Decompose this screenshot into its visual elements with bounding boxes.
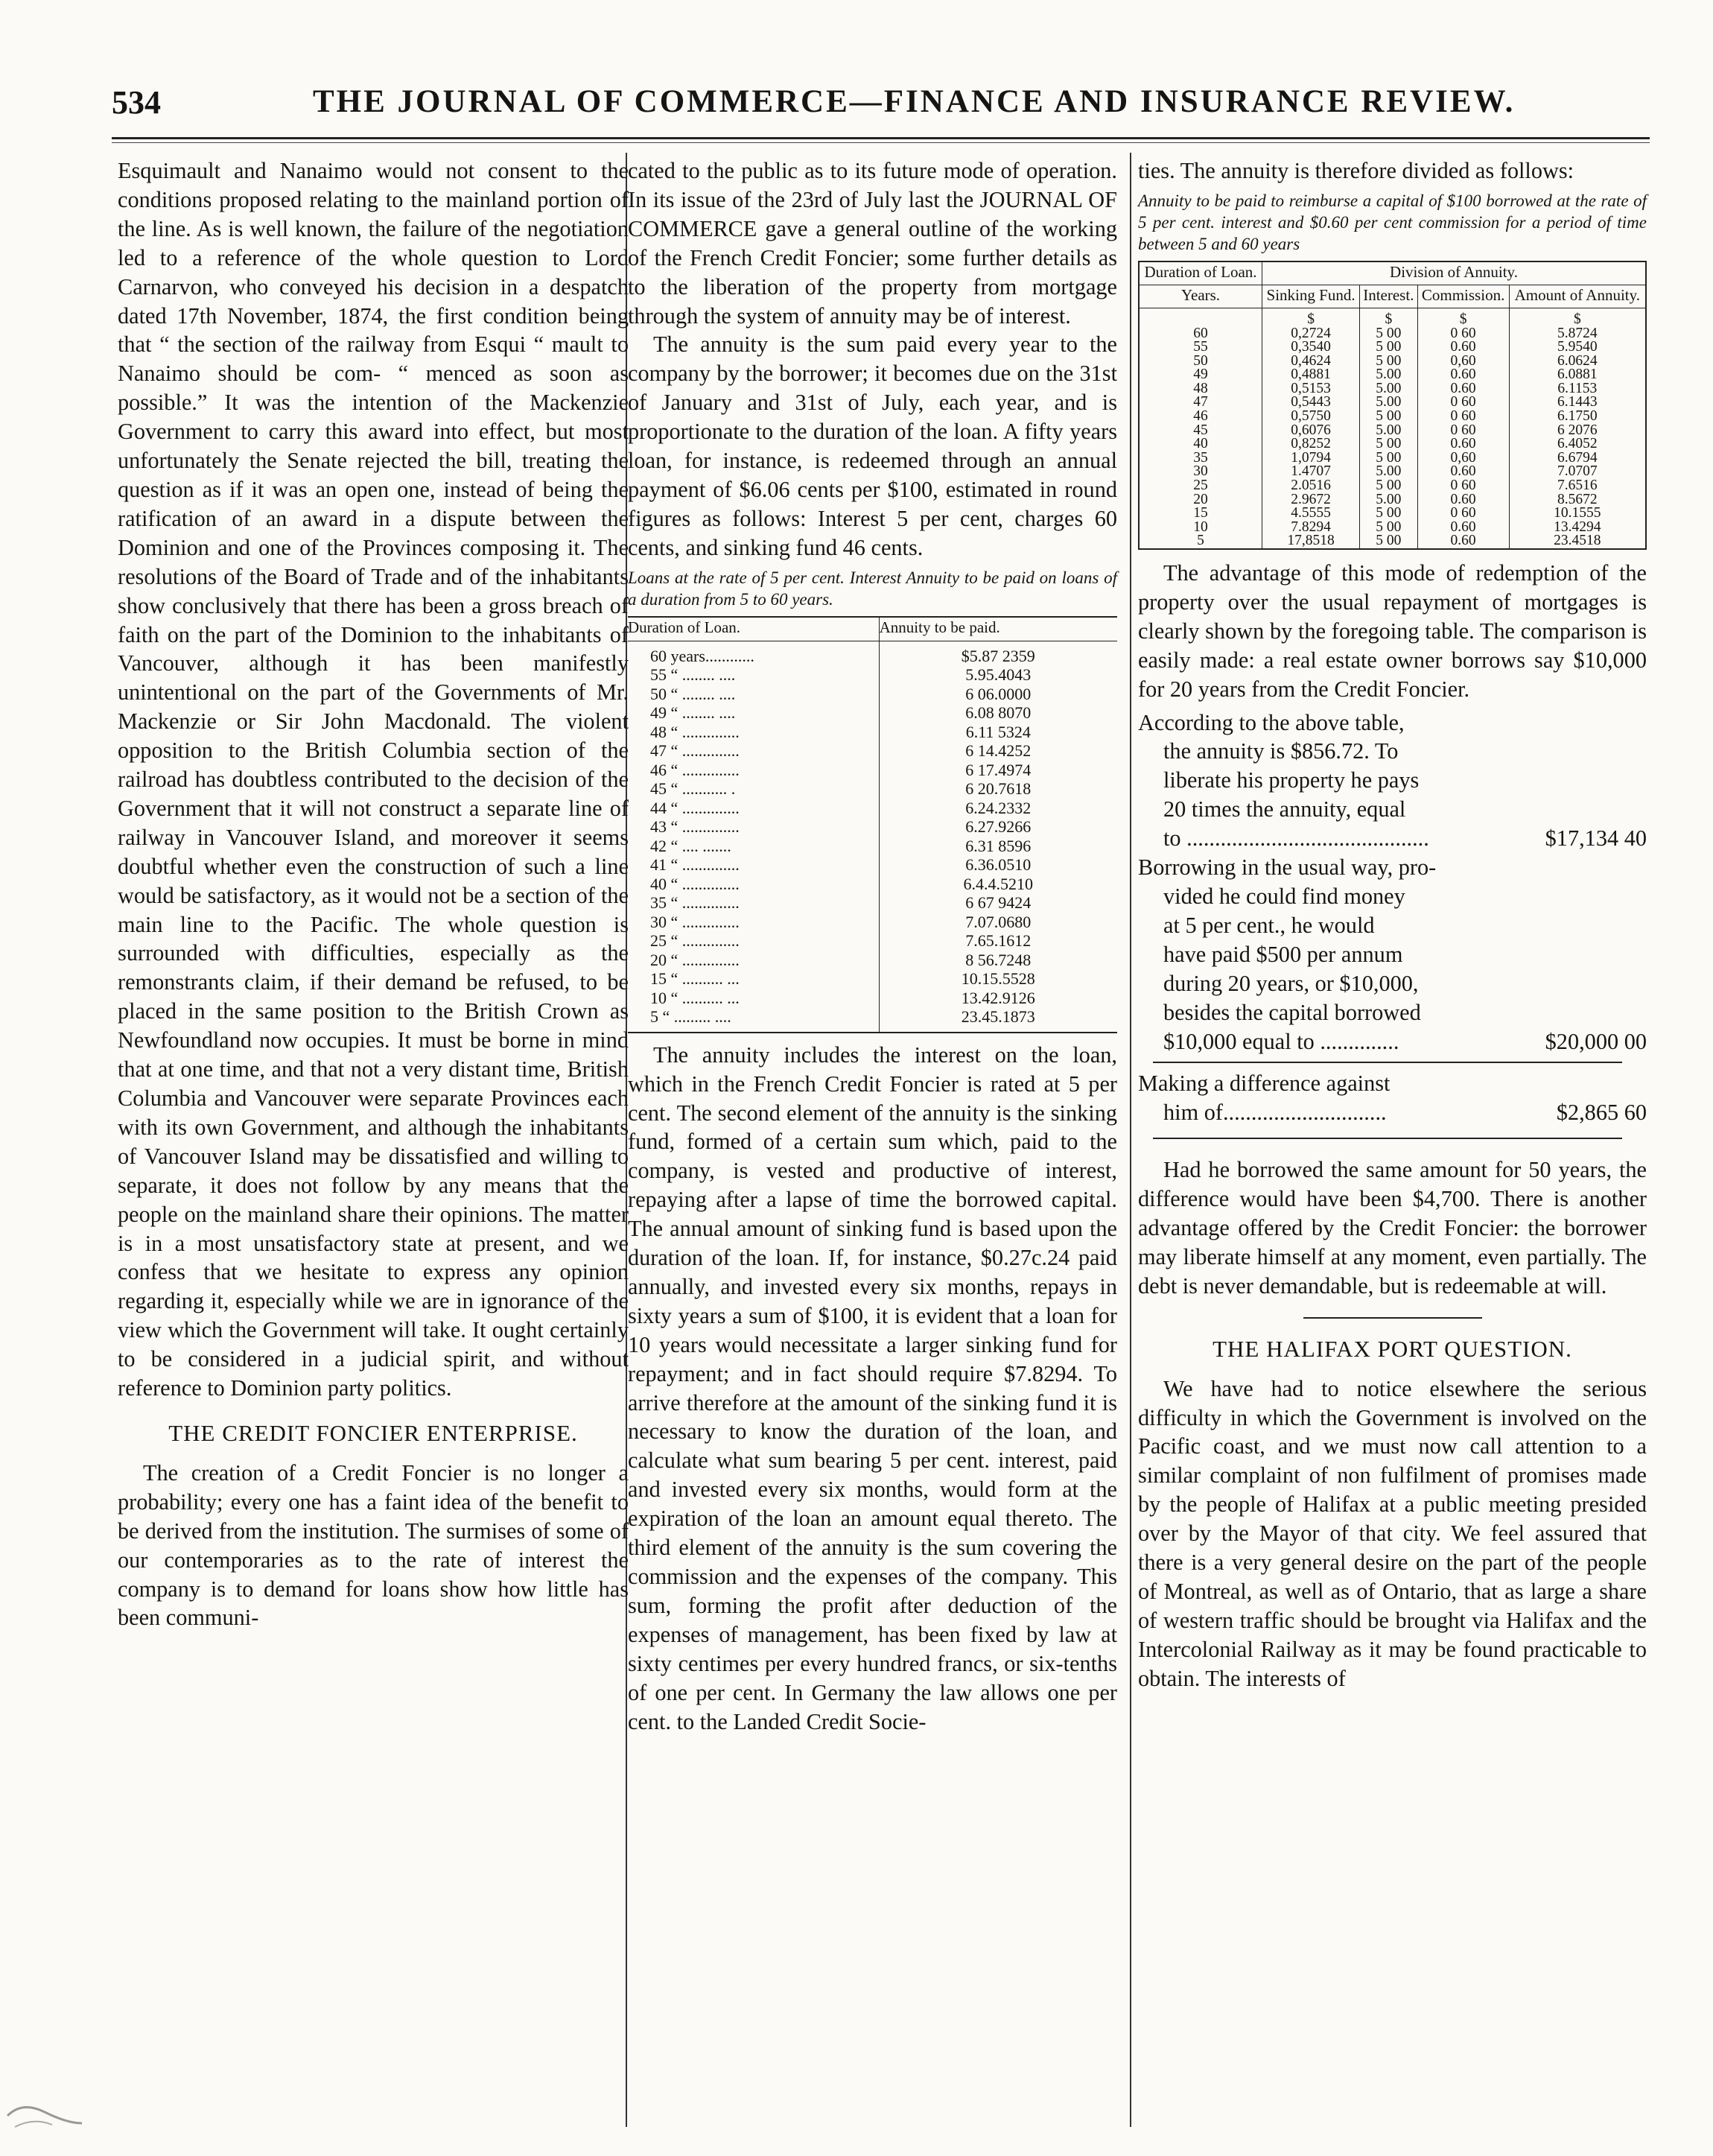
table-row bbox=[628, 875, 1117, 894]
annuity-table-body bbox=[628, 641, 1117, 1033]
commission-cell: 0.60 bbox=[1417, 465, 1509, 479]
sinking-fund-cell: 2.9672 bbox=[1262, 493, 1360, 507]
annuity-cell: 5.95.4043 bbox=[965, 665, 1032, 685]
interest-cell: 5 00 bbox=[1360, 507, 1417, 521]
years-cell: 20 bbox=[1139, 493, 1262, 507]
interest-cell: 5 00 bbox=[1360, 479, 1417, 493]
interest-cell: 5.00 bbox=[1360, 424, 1417, 438]
article-paragraph: Had he borrowed the same amount for 50 years, the difference would have been $4,700. There is another advantage offered by the Credit Foncier: the borrower may liberate himself at any moment, even partially. The debt is never demandable, but is redeemable at will. bbox=[1138, 1157, 1647, 1299]
years-cell: 47 bbox=[1139, 396, 1262, 410]
example-line: have paid $500 per annum bbox=[1163, 941, 1403, 967]
commission-cell: 0.60 bbox=[1417, 521, 1509, 535]
table-header: Amount of Annuity. bbox=[1509, 285, 1646, 308]
annuity-cell: 6.08 8070 bbox=[965, 703, 1032, 723]
example-line: to ........................................... bbox=[1163, 825, 1429, 852]
table-unit: $ bbox=[1360, 308, 1417, 326]
years-cell: 10 bbox=[1139, 521, 1262, 535]
commission-cell: 0 60 bbox=[1417, 327, 1509, 341]
sinking-fund-cell: 0,4881 bbox=[1262, 368, 1360, 382]
interest-cell: 5.00 bbox=[1360, 493, 1417, 507]
table-row bbox=[628, 913, 1117, 932]
table-row bbox=[628, 799, 1117, 818]
table-row bbox=[628, 931, 1117, 951]
loan-duration-cell: 20 “ .............. bbox=[628, 951, 879, 970]
sinking-fund-cell: 2.0516 bbox=[1262, 479, 1360, 493]
commission-cell: 0.60 bbox=[1417, 493, 1509, 507]
commission-cell: 0 60 bbox=[1417, 507, 1509, 521]
annuity-cell: 6 14.4252 bbox=[965, 741, 1032, 761]
table-row bbox=[628, 951, 1117, 970]
sinking-fund-cell: 0,2724 bbox=[1262, 327, 1360, 341]
table-row bbox=[628, 779, 1117, 799]
interest-cell: 5.00 bbox=[1360, 396, 1417, 410]
amount-cell: 6.0624 bbox=[1509, 355, 1646, 369]
sinking-fund-cell: 0,5750 bbox=[1262, 410, 1360, 424]
interest-cell: 5 00 bbox=[1360, 327, 1417, 341]
example-line: Borrowing in the usual way, pro- bbox=[1138, 855, 1437, 881]
sinking-fund-cell: 1,0794 bbox=[1262, 451, 1360, 466]
table-row bbox=[628, 893, 1117, 913]
sinking-fund-cell: 1.4707 bbox=[1262, 465, 1360, 479]
commission-cell: 0.60 bbox=[1417, 437, 1509, 451]
example-amount: $20,000 00 bbox=[1545, 1028, 1647, 1054]
table-unit: $ bbox=[1509, 308, 1646, 326]
annuity-cell: 6.4.4.5210 bbox=[963, 874, 1034, 893]
amount-cell: 6.4052 bbox=[1509, 437, 1646, 451]
years-cell: 15 bbox=[1139, 507, 1262, 521]
amount-cell: 8.5672 bbox=[1509, 493, 1646, 507]
table-header: Annuity to be paid. bbox=[879, 617, 1117, 641]
example-line: besides the capital borrowed bbox=[1163, 999, 1421, 1025]
example-line: According to the above table, bbox=[1138, 709, 1405, 735]
years-cell: 30 bbox=[1139, 465, 1262, 479]
comparison-example bbox=[1138, 708, 1615, 825]
years-cell: 5 bbox=[1139, 534, 1262, 549]
annuity-cell: 8 56.7248 bbox=[965, 950, 1032, 969]
years-cell: 50 bbox=[1139, 355, 1262, 369]
sinking-fund-cell: 7.8294 bbox=[1262, 521, 1360, 535]
sinking-fund-cell: 0,4624 bbox=[1262, 355, 1360, 369]
header-rule bbox=[112, 137, 1650, 139]
loan-duration-cell: 42 “ .... ....... bbox=[628, 837, 879, 856]
interest-cell: 5 00 bbox=[1360, 437, 1417, 451]
table-row bbox=[628, 1007, 1117, 1033]
table-row bbox=[628, 761, 1117, 780]
table-caption: Loans at the rate of 5 per cent. Interest Annuity to be paid on loans of a duration from 5 to 60 years. bbox=[628, 568, 1117, 609]
amount-cell: 23.4518 bbox=[1509, 534, 1646, 549]
article-paragraph: The advantage of this mode of redemption of the property over the usual repayment of mortgages is clearly shown by the foregoing table. The comparison is easily made: a real estate owner borrows say $10,000 for 20 years from the Credit Foncier. bbox=[1138, 560, 1647, 702]
table-row bbox=[1139, 340, 1646, 355]
table-unit: $ bbox=[1262, 308, 1360, 326]
interest-cell: 5.00 bbox=[1360, 368, 1417, 382]
amount-cell: 5.8724 bbox=[1509, 327, 1646, 341]
page-header bbox=[112, 83, 1646, 128]
table-row bbox=[1139, 534, 1646, 549]
sinking-fund-cell: 0,5443 bbox=[1262, 396, 1360, 410]
interest-cell: 5 00 bbox=[1360, 451, 1417, 466]
commission-cell: 0 60 bbox=[1417, 410, 1509, 424]
example-line: during 20 years, or $10,000, bbox=[1163, 970, 1419, 996]
sinking-fund-cell: 17,8518 bbox=[1262, 534, 1360, 549]
table-row bbox=[628, 837, 1117, 856]
example-line: $10,000 equal to .............. bbox=[1163, 1028, 1399, 1054]
loan-duration-cell: 49 “ ........ .... bbox=[628, 703, 879, 723]
example-total-row bbox=[1138, 1027, 1647, 1056]
example-line: at 5 per cent., he would bbox=[1163, 912, 1375, 938]
annuity-cell: $5.87 2359 bbox=[961, 646, 1035, 665]
amount-cell: 7.0707 bbox=[1509, 465, 1646, 479]
annuity-cell: 7.65.1612 bbox=[965, 931, 1032, 951]
annuity-cell: 6 06.0000 bbox=[965, 684, 1032, 703]
example-amount: $2,865 60 bbox=[1556, 1100, 1647, 1126]
example-line: vided he could find money bbox=[1163, 883, 1405, 909]
amount-cell: 13.4294 bbox=[1509, 521, 1646, 535]
years-cell: 46 bbox=[1139, 410, 1262, 424]
amount-cell: 7.6516 bbox=[1509, 479, 1646, 493]
years-cell: 45 bbox=[1139, 424, 1262, 438]
commission-cell: 0.60 bbox=[1417, 534, 1509, 549]
table-row bbox=[628, 989, 1117, 1008]
interest-cell: 5.00 bbox=[1360, 382, 1417, 396]
commission-cell: 0 60 bbox=[1417, 479, 1509, 493]
loan-duration-cell: 41 “ .............. bbox=[628, 855, 879, 875]
comparison-example bbox=[1138, 853, 1615, 1027]
sinking-fund-cell: 0,8252 bbox=[1262, 437, 1360, 451]
column-2 bbox=[628, 156, 1117, 1736]
loan-duration-cell: 45 “ ........... . bbox=[628, 779, 879, 799]
sum-rule bbox=[1153, 1138, 1622, 1139]
table-header: Duration of Loan. bbox=[1139, 261, 1262, 285]
years-cell: 49 bbox=[1139, 368, 1262, 382]
interest-cell: 5 00 bbox=[1360, 410, 1417, 424]
table-row bbox=[628, 741, 1117, 761]
annuity-cell: 6.31 8596 bbox=[965, 836, 1032, 855]
table-unit: $ bbox=[1417, 308, 1509, 326]
table-header: Commission. bbox=[1417, 285, 1509, 308]
loan-duration-cell: 25 “ .............. bbox=[628, 931, 879, 951]
table-row bbox=[628, 665, 1117, 685]
column-divider-right bbox=[1130, 153, 1131, 2127]
amount-cell: 6 2076 bbox=[1509, 424, 1646, 438]
commission-cell: 0.60 bbox=[1417, 382, 1509, 396]
interest-cell: 5 00 bbox=[1360, 521, 1417, 535]
interest-cell: 5 00 bbox=[1360, 355, 1417, 369]
annuity-cell: 23.45.1873 bbox=[961, 1007, 1035, 1027]
annuity-table bbox=[628, 616, 1117, 1033]
table-row bbox=[628, 969, 1117, 989]
table-row bbox=[628, 685, 1117, 704]
annuity-cell: 6.27.9266 bbox=[965, 817, 1032, 837]
division-table bbox=[1138, 261, 1647, 550]
loan-duration-cell: 40 “ .............. bbox=[628, 875, 879, 894]
amount-cell: 6.1750 bbox=[1509, 410, 1646, 424]
article-paragraph: The annuity includes the interest on the loan, which in the French Credit Foncier is rated at 5 per cent. The second element of the annuity is the sinking fund, formed of a certain sum which, paid to the company, is vested and productive of interest, repaying after a lapse of time the borrowed capital. The annual amount of sinking fund is based upon the duration of the loan. If, for instance, $0.27c.24 paid annually, and invested every six months, repays in sixty years a sum of $100, it is evident that a loan for 10 years would necessitate a larger sinking fund for repayment; and in fact should require $7.8294. To arrive therefore at the amount of the sinking fund it is necessary to know the duration of the loan, and calculate what sum bearing 5 per cent. interest, paid and invested every six months, would form at the expiration of the loan an amount equal thereto. The third element of the annuity is the sum covering the commission and the expenses of the company. This sum, forming the profit after deduction of the expenses of management, has been fixed by law at sixty centimes per every hundred francs, or six-tenths of one per cent. In Germany the law allows one per cent. to the Landed Credit Socie- bbox=[628, 1041, 1117, 1734]
annuity-cell: 7.07.0680 bbox=[965, 912, 1032, 931]
example-amount: $17,134 40 bbox=[1545, 825, 1647, 852]
division-table-body bbox=[1139, 308, 1646, 549]
table-row bbox=[628, 817, 1117, 837]
commission-cell: 0,60 bbox=[1417, 355, 1509, 369]
table-row bbox=[628, 641, 1117, 665]
article-paragraph: cated to the public as to its future mode of operation. In its issue of the 23rd of July last the JOURNAL OF COMMERCE gave a general outline of the working of the French Credit Foncier; some further details as to the liberation of the property from mortgage through the system of annuity may be of interest. bbox=[628, 158, 1117, 329]
loan-duration-cell: 10 “ .......... ... bbox=[628, 989, 879, 1008]
example-line: the annuity is $856.72. To bbox=[1163, 738, 1399, 764]
amount-cell: 6.1153 bbox=[1509, 382, 1646, 396]
header-rule-thin bbox=[112, 142, 1650, 143]
page-number: 534 bbox=[112, 84, 161, 121]
loan-duration-cell: 15 “ .......... ... bbox=[628, 969, 879, 989]
amount-cell: 6.1443 bbox=[1509, 396, 1646, 410]
loan-duration-cell: 44 “ .............. bbox=[628, 799, 879, 818]
amount-cell: 5.9540 bbox=[1509, 340, 1646, 355]
commission-cell: 0 60 bbox=[1417, 396, 1509, 410]
table-header: Sinking Fund. bbox=[1262, 285, 1360, 308]
years-cell: 48 bbox=[1139, 382, 1262, 396]
interest-cell: 5 00 bbox=[1360, 340, 1417, 355]
table-header: Interest. bbox=[1360, 285, 1417, 308]
article-paragraph: We have had to notice elsewhere the serious difficulty in which the Government is involved on the Pacific coast, and we must now call attention to a similar complaint of non fulfilment of promises made by the people of Halifax at a public meeting presided over by the Mayor of that city. We feel assured that there is a very general desire on the part of the people of Montreal, as well as of Ontario, that as large a share of western traffic should be brought via Halifax and the Intercolonial Railway as it may be found practicable to obtain. The interests of bbox=[1138, 1375, 1647, 1691]
example-line: him of............................. bbox=[1163, 1100, 1387, 1126]
example-line: Making a difference against bbox=[1138, 1071, 1391, 1097]
example-total-row bbox=[1138, 824, 1647, 853]
article-paragraph: The creation of a Credit Foncier is no longer a probability; every one has a faint idea of the benefit to be derived from the institution. The surmises of some of our contemporaries as to the rate of interest the company is to demand for loans show how little has been communi- bbox=[118, 1459, 629, 1631]
interest-cell: 5.00 bbox=[1360, 465, 1417, 479]
table-row bbox=[628, 703, 1117, 723]
amount-cell: 10.1555 bbox=[1509, 507, 1646, 521]
example-total-row bbox=[1138, 1098, 1647, 1127]
article-paragraph: The annuity is the sum paid every year to the company by the borrower; it becomes due on the 31st of January and 31st of July, each year, and is proportionate to the duration of the loan. A fifty years loan, for instance, is redeemed through an annual payment of $6.06 cents per $100, estimated in round figures as follows: Interest 5 per cent, charges 60 cents, and sinking fund 46 cents. bbox=[628, 332, 1117, 560]
annuity-cell: 10.15.5528 bbox=[961, 969, 1035, 989]
loan-duration-cell: 30 “ .............. bbox=[628, 913, 879, 932]
table-row bbox=[1139, 479, 1646, 493]
sinking-fund-cell: 4.5555 bbox=[1262, 507, 1360, 521]
years-cell: 60 bbox=[1139, 327, 1262, 341]
loan-duration-cell: 50 “ ........ .... bbox=[628, 685, 879, 704]
amount-cell: 6.6794 bbox=[1509, 451, 1646, 466]
table-header: Years. bbox=[1139, 285, 1262, 308]
annuity-cell: 6 17.4974 bbox=[965, 760, 1032, 779]
annuity-cell: 13.42.9126 bbox=[961, 988, 1035, 1007]
table-row bbox=[1139, 410, 1646, 424]
annuity-cell: 6 67 9424 bbox=[965, 893, 1032, 913]
years-cell: 55 bbox=[1139, 340, 1262, 355]
loan-duration-cell: 46 “ .............. bbox=[628, 761, 879, 780]
sinking-fund-cell: 0,6076 bbox=[1262, 424, 1360, 438]
column-1 bbox=[118, 156, 629, 1632]
interest-cell: 5 00 bbox=[1360, 534, 1417, 549]
table-header: Division of Annuity. bbox=[1262, 261, 1647, 285]
section-rule bbox=[1303, 1317, 1482, 1319]
commission-cell: 0.60 bbox=[1417, 368, 1509, 382]
table-row bbox=[628, 855, 1117, 875]
example-line: liberate his property he pays bbox=[1163, 767, 1420, 793]
commission-cell: 0 60 bbox=[1417, 424, 1509, 438]
table-unit bbox=[1139, 308, 1262, 326]
table-caption: Annuity to be paid to reimburse a capital of $100 borrowed at the rate of 5 per cent. interest and $0.60 per cent commission for a period of time between 5 and 60 years bbox=[1138, 191, 1647, 253]
table-header: Duration of Loan. bbox=[628, 617, 879, 641]
amount-cell: 6.0881 bbox=[1509, 368, 1646, 382]
article-heading-credit-foncier: THE CREDIT FONCIER ENTERPRISE. bbox=[168, 1419, 578, 1446]
article-paragraph: ties. The annuity is therefore divided as follows: bbox=[1138, 158, 1574, 183]
ink-smudge bbox=[0, 2071, 89, 2138]
column-3 bbox=[1138, 156, 1647, 1693]
sinking-fund-cell: 0,5153 bbox=[1262, 382, 1360, 396]
loan-duration-cell: 47 “ .............. bbox=[628, 741, 879, 761]
years-cell: 35 bbox=[1139, 451, 1262, 466]
sum-rule bbox=[1153, 1062, 1622, 1063]
loan-duration-cell: 5 “ ......... .... bbox=[628, 1007, 879, 1033]
loan-duration-cell: 55 “ ........ .... bbox=[628, 665, 879, 685]
commission-cell: 0,60 bbox=[1417, 451, 1509, 466]
loan-duration-cell: 35 “ .............. bbox=[628, 893, 879, 913]
commission-cell: 0.60 bbox=[1417, 340, 1509, 355]
annuity-cell: 6.11 5324 bbox=[965, 722, 1031, 741]
years-cell: 40 bbox=[1139, 437, 1262, 451]
annuity-cell: 6.24.2332 bbox=[965, 798, 1032, 817]
annuity-cell: 6 20.7618 bbox=[965, 779, 1032, 799]
loan-duration-cell: 48 “ .............. bbox=[628, 723, 879, 742]
table-row bbox=[628, 723, 1117, 742]
article-heading-halifax: THE HALIFAX PORT QUESTION. bbox=[1213, 1335, 1572, 1362]
years-cell: 25 bbox=[1139, 479, 1262, 493]
annuity-cell: 6.36.0510 bbox=[965, 855, 1032, 875]
sinking-fund-cell: 0,3540 bbox=[1262, 340, 1360, 355]
loan-duration-cell: 60 years............ bbox=[628, 641, 879, 665]
article-paragraph: Esquimault and Nanaimo would not consent to the conditions proposed relating to the mainland portion of the line. As is well known, the failure of the negotiation led to a reference of the whole question to Lord Carnarvon, who conveyed his decision in a despatch dated 17th November, 1874, the first condition being that “ the section of the railway from Esqui “ mault to Nanaimo should be com- “ menced as soon as possible.” It was the intention of the Mackenzie Government to carry this award into effect, but most unfortunately the Senate rejected the bill, treating the question as if it was an open one, instead of being the ratification of an award in a dispute between the Dominion and one of the Provinces composing it. The resolutions of the Board of Trade and of the inhabitants show conclusively that there has been a gross breach of faith on the part of the Dominion to the inhabitants of Vancouver, although it has been manifestly unintentional on the part of the Governments of Mr. Mackenzie or Sir John Macdonald. The violent opposition to the British Columbia section of the railroad has doubtless contributed to the decision of the Government that it will not construct a separate line of railway in Vancouver Island, and moreover it seems doubtful whether even the construction of such a line would be satisfactory, as it would not be a section of the main line to the Pacific. The whole question is surrounded with difficulties, especially as the remonstrants claim, if their demand be refused, to be placed in the same position to the British Crown as Newfoundland now occupies. It must be borne in mind that at one time, and that not a very distant time, British Columbia and Vancouver were separate Provinces each with its own Government, and although the inhabitants of Vancouver Island may be dissatisfied and willing to separate, it does not follow by any means that the people on the mainland share their opinions. The matter is in a most unsatisfactory state at present, and we confess that we hesitate to express any opinion regarding it, especially while we are in ignorance of the view which the Government will take. It ought certainly to be considered in a judicial spirit, and without reference to Dominion party politics. bbox=[118, 158, 629, 1401]
loan-duration-cell: 43 “ .............. bbox=[628, 817, 879, 837]
journal-title: THE JOURNAL OF COMMERCE—FINANCE AND INSURANCE REVIEW. bbox=[313, 84, 1516, 119]
example-line: 20 times the annuity, equal bbox=[1163, 796, 1406, 822]
